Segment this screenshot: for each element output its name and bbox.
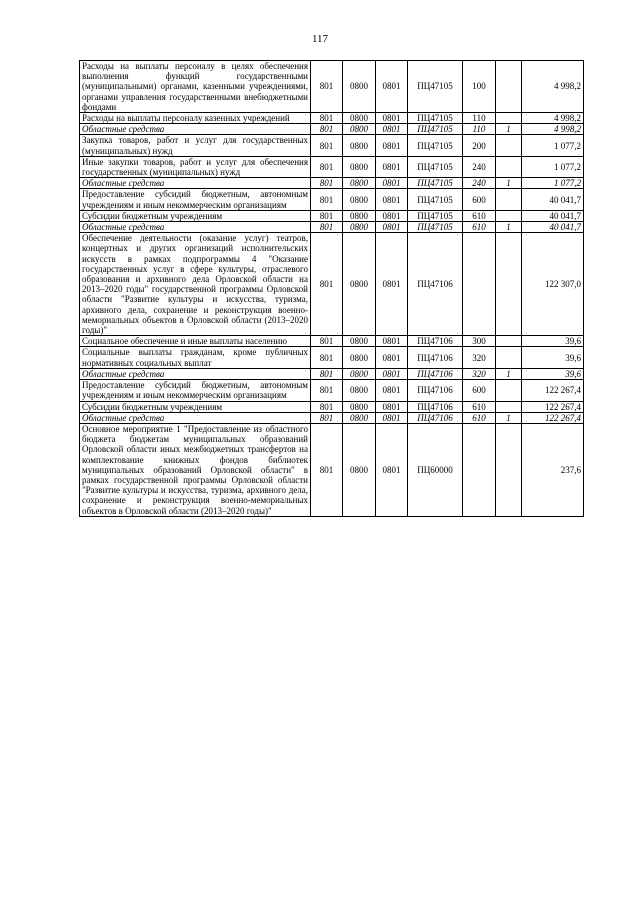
funding-source-cell: 1 — [496, 124, 522, 135]
table-row — [80, 178, 584, 189]
subsection-code-cell: 0801 — [376, 336, 408, 347]
section-code-cell: 0800 — [343, 423, 376, 516]
funding-source-cell: 1 — [496, 178, 522, 189]
funding-source-cell — [496, 189, 522, 210]
target-article-cell: ПЦ47106 — [408, 380, 463, 401]
ministry-code-cell: 801 — [311, 135, 343, 156]
section-code-cell: 0800 — [343, 401, 376, 412]
row-name-cell: Субсидии бюджетным учреждениям — [80, 401, 311, 412]
budget-table — [79, 60, 584, 517]
ministry-code-cell: 801 — [311, 233, 343, 336]
row-name-cell: Обеспечение деятельности (оказание услуг) театров, концертных и других организаций исполнительских искусств в рамках подпрограммы 4 "Оказание государственных услуг в сфере культуры, отраслевого образования и архивного дела Орловской области на 2013–2020 годы" государственной программы Орловской области "Развитие культуры и искусства, туризма, архивного дела, сохранение и реконструкция военно-мемориальных объектов в Орловской области (2013–2020 годы)" — [80, 233, 311, 336]
target-article-cell: ПЦ47105 — [408, 113, 463, 124]
ministry-code-cell: 801 — [311, 412, 343, 423]
subsection-code-cell: 0801 — [376, 380, 408, 401]
funding-source-cell — [496, 380, 522, 401]
expense-type-cell: 320 — [463, 347, 496, 368]
subsection-code-cell: 0801 — [376, 178, 408, 189]
section-code-cell: 0800 — [343, 412, 376, 423]
expense-type-cell — [463, 423, 496, 516]
expense-type-cell — [463, 233, 496, 336]
table-row — [80, 347, 584, 368]
section-code-cell: 0800 — [343, 233, 376, 336]
expense-type-cell: 300 — [463, 336, 496, 347]
table-row — [80, 401, 584, 412]
target-article-cell: ПЦ47105 — [408, 178, 463, 189]
expense-type-cell: 110 — [463, 124, 496, 135]
section-code-cell: 0800 — [343, 124, 376, 135]
table-row — [80, 368, 584, 379]
section-code-cell: 0800 — [343, 189, 376, 210]
expense-type-cell: 600 — [463, 189, 496, 210]
funding-source-cell: 1 — [496, 222, 522, 233]
amount-cell: 4 998,2 — [522, 113, 584, 124]
ministry-code-cell: 801 — [311, 401, 343, 412]
subsection-code-cell: 0801 — [376, 423, 408, 516]
amount-cell: 122 267,4 — [522, 380, 584, 401]
row-name-cell: Областные средства — [80, 222, 311, 233]
amount-cell: 1 077,2 — [522, 178, 584, 189]
section-code-cell: 0800 — [343, 380, 376, 401]
section-code-cell: 0800 — [343, 61, 376, 113]
ministry-code-cell: 801 — [311, 210, 343, 221]
target-article-cell: ПЦ47105 — [408, 124, 463, 135]
funding-source-cell — [496, 135, 522, 156]
target-article-cell: ПЦ47105 — [408, 189, 463, 210]
ministry-code-cell: 801 — [311, 423, 343, 516]
row-name-cell: Расходы на выплаты персоналу в целях обеспечения выполнения функций государственными (муниципальными) органами, казенными учреждениями, органами управления государственными внебюджетными фондами — [80, 61, 311, 113]
target-article-cell: ПЦ47106 — [408, 336, 463, 347]
section-code-cell: 0800 — [343, 336, 376, 347]
funding-source-cell — [496, 156, 522, 177]
expense-type-cell: 240 — [463, 156, 496, 177]
expense-type-cell: 200 — [463, 135, 496, 156]
section-code-cell: 0800 — [343, 135, 376, 156]
section-code-cell: 0800 — [343, 210, 376, 221]
ministry-code-cell: 801 — [311, 113, 343, 124]
amount-cell: 40 041,7 — [522, 222, 584, 233]
table-row — [80, 210, 584, 221]
ministry-code-cell: 801 — [311, 61, 343, 113]
expense-type-cell: 610 — [463, 412, 496, 423]
row-name-cell: Социальные выплаты гражданам, кроме публичных нормативных социальных выплат — [80, 347, 311, 368]
section-code-cell: 0800 — [343, 368, 376, 379]
funding-source-cell: 1 — [496, 368, 522, 379]
expense-type-cell: 320 — [463, 368, 496, 379]
table-row — [80, 113, 584, 124]
ministry-code-cell: 801 — [311, 156, 343, 177]
section-code-cell: 0800 — [343, 222, 376, 233]
page-number: 117 — [311, 33, 329, 45]
row-name-cell: Предоставление субсидий бюджетным, автономным учреждениям и иным некоммерческим организациям — [80, 380, 311, 401]
row-name-cell: Областные средства — [80, 124, 311, 135]
subsection-code-cell: 0801 — [376, 412, 408, 423]
row-name-cell: Областные средства — [80, 412, 311, 423]
subsection-code-cell: 0801 — [376, 210, 408, 221]
subsection-code-cell: 0801 — [376, 113, 408, 124]
target-article-cell: ПЦ47106 — [408, 233, 463, 336]
ministry-code-cell: 801 — [311, 189, 343, 210]
table-row — [80, 336, 584, 347]
expense-type-cell: 600 — [463, 380, 496, 401]
table-row — [80, 135, 584, 156]
expense-type-cell: 240 — [463, 178, 496, 189]
table-row — [80, 189, 584, 210]
subsection-code-cell: 0801 — [376, 156, 408, 177]
table-row — [80, 156, 584, 177]
table-row — [80, 412, 584, 423]
row-name-cell: Предоставление субсидий бюджетным, автономным учреждениям и иным некоммерческим организациям — [80, 189, 311, 210]
subsection-code-cell: 0801 — [376, 124, 408, 135]
subsection-code-cell: 0801 — [376, 401, 408, 412]
ministry-code-cell: 801 — [311, 124, 343, 135]
table-row — [80, 61, 584, 113]
expense-type-cell: 610 — [463, 401, 496, 412]
funding-source-cell — [496, 336, 522, 347]
row-name-cell: Закупка товаров, работ и услуг для государственных (муниципальных) нужд — [80, 135, 311, 156]
row-name-cell: Иные закупки товаров, работ и услуг для обеспечения государственных (муниципальных) нужд — [80, 156, 311, 177]
amount-cell: 122 267,4 — [522, 412, 584, 423]
row-name-cell: Основное мероприятие 1 "Предоставление из областного бюджета бюджетам муниципальных образований Орловской области иных межбюджетных трансфертов на комплектование книжных фондов библиотек муниципальных образований Орловской области" в рамках государственной программы Орловской области "Развитие культуры и искусства, туризма, архивного дела, сохранение и реконструкция военно-мемориальных объектов в Орловской области (2013–2020 годы)" — [80, 423, 311, 516]
row-name-cell: Социальное обеспечение и иные выплаты населению — [80, 336, 311, 347]
ministry-code-cell: 801 — [311, 368, 343, 379]
subsection-code-cell: 0801 — [376, 189, 408, 210]
amount-cell: 4 998,2 — [522, 124, 584, 135]
row-name-cell: Областные средства — [80, 368, 311, 379]
section-code-cell: 0800 — [343, 178, 376, 189]
row-name-cell: Субсидии бюджетным учреждениям — [80, 210, 311, 221]
amount-cell: 1 077,2 — [522, 135, 584, 156]
funding-source-cell — [496, 423, 522, 516]
budget-table-body — [80, 61, 584, 517]
subsection-code-cell: 0801 — [376, 368, 408, 379]
funding-source-cell — [496, 233, 522, 336]
ministry-code-cell: 801 — [311, 178, 343, 189]
expense-type-cell: 610 — [463, 210, 496, 221]
funding-source-cell: 1 — [496, 412, 522, 423]
target-article-cell: ПЦ47106 — [408, 368, 463, 379]
target-article-cell: ПЦ47105 — [408, 135, 463, 156]
funding-source-cell — [496, 113, 522, 124]
subsection-code-cell: 0801 — [376, 61, 408, 113]
target-article-cell: ПЦ47106 — [408, 412, 463, 423]
target-article-cell: ПЦ60000 — [408, 423, 463, 516]
expense-type-cell: 610 — [463, 222, 496, 233]
expense-type-cell: 110 — [463, 113, 496, 124]
amount-cell: 122 307,0 — [522, 233, 584, 336]
table-row — [80, 380, 584, 401]
amount-cell: 39,6 — [522, 336, 584, 347]
table-row — [80, 233, 584, 336]
table-row — [80, 423, 584, 516]
amount-cell: 40 041,7 — [522, 189, 584, 210]
section-code-cell: 0800 — [343, 113, 376, 124]
subsection-code-cell: 0801 — [376, 347, 408, 368]
funding-source-cell — [496, 61, 522, 113]
amount-cell: 237,6 — [522, 423, 584, 516]
funding-source-cell — [496, 401, 522, 412]
target-article-cell: ПЦ47105 — [408, 61, 463, 113]
amount-cell: 122 267,4 — [522, 401, 584, 412]
amount-cell: 4 998,2 — [522, 61, 584, 113]
row-name-cell: Расходы на выплаты персоналу казенных учреждений — [80, 113, 311, 124]
target-article-cell: ПЦ47105 — [408, 156, 463, 177]
table-row — [80, 222, 584, 233]
ministry-code-cell: 801 — [311, 347, 343, 368]
amount-cell: 39,6 — [522, 368, 584, 379]
amount-cell: 1 077,2 — [522, 156, 584, 177]
ministry-code-cell: 801 — [311, 380, 343, 401]
ministry-code-cell: 801 — [311, 336, 343, 347]
section-code-cell: 0800 — [343, 347, 376, 368]
target-article-cell: ПЦ47106 — [408, 347, 463, 368]
subsection-code-cell: 0801 — [376, 233, 408, 336]
target-article-cell: ПЦ47105 — [408, 222, 463, 233]
funding-source-cell — [496, 347, 522, 368]
row-name-cell: Областные средства — [80, 178, 311, 189]
expense-type-cell: 100 — [463, 61, 496, 113]
subsection-code-cell: 0801 — [376, 222, 408, 233]
ministry-code-cell: 801 — [311, 222, 343, 233]
table-row — [80, 124, 584, 135]
subsection-code-cell: 0801 — [376, 135, 408, 156]
funding-source-cell — [496, 210, 522, 221]
section-code-cell: 0800 — [343, 156, 376, 177]
amount-cell: 39,6 — [522, 347, 584, 368]
amount-cell: 40 041,7 — [522, 210, 584, 221]
target-article-cell: ПЦ47106 — [408, 401, 463, 412]
target-article-cell: ПЦ47105 — [408, 210, 463, 221]
